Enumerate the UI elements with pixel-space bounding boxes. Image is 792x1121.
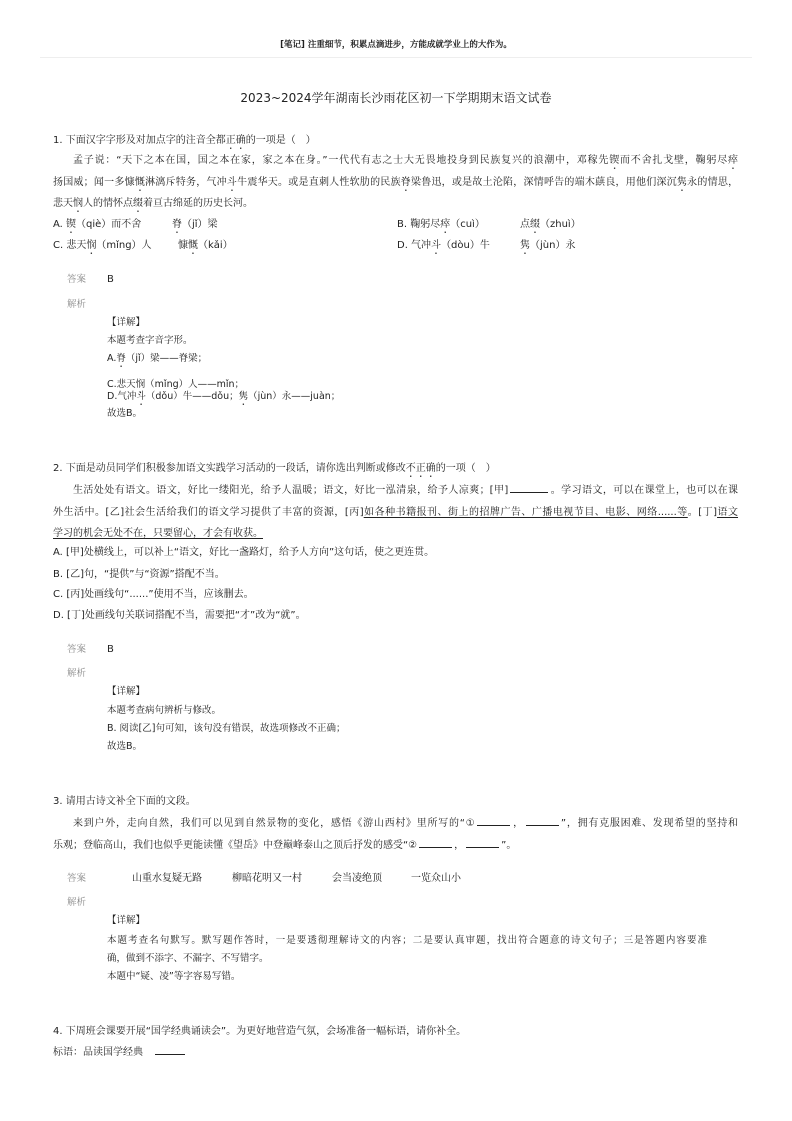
- text-run: B. 鞠躬尽: [397, 219, 441, 230]
- text-run: 外生活中。[乙]社会生活给我们的语文学习提供了丰富的资源，[丙]: [53, 507, 364, 518]
- answer-blank: [466, 847, 499, 848]
- emphasized-char: 脊: [116, 353, 126, 364]
- page-title: 2023~2024学年湖南长沙雨花区初一下学期期末语文试卷: [240, 91, 552, 105]
- answer-blank: [510, 492, 548, 493]
- q1-paragraph-line: [73, 155, 738, 172]
- emphasized-text: 不正确: [405, 463, 436, 474]
- q2-option-c: C. [丙]处画线句“......”使用不当，应该删去。: [53, 589, 254, 600]
- text-run: （cuì）: [450, 219, 485, 230]
- text-run: （dòu）牛: [441, 240, 490, 251]
- emphasized-char: 慨: [134, 177, 146, 188]
- q4-stem: 4. 下周班会课要开展“国学经典诵读会”。为更好地营造气氛，会场准备一幅标语，请你补全。: [53, 1026, 467, 1037]
- q4-slogan-line: [53, 1047, 187, 1059]
- q1-stem: [53, 135, 316, 152]
- emphasized-char: 锲: [66, 219, 77, 230]
- text-run: （kǎi）: [198, 240, 233, 251]
- underlined-text: 学习的机会无处不在，只要留心，才会有收获。: [53, 528, 263, 539]
- text-run: 而不舍扎戈壁，鞠躬尽: [620, 155, 729, 166]
- emphasized-char: 瘁: [440, 219, 451, 230]
- q3-stem: 3. 请用古诗文补全下面的文段。: [53, 796, 196, 807]
- text-run: 孟子说：“天下之本在国，国之本在家，家之本在身。”一代代有志之士大无畏地投身到民族复兴的浪潮中，邓稼先: [73, 155, 610, 166]
- q2-paragraph-line: [73, 485, 738, 497]
- text-run: 点: [520, 219, 530, 230]
- text-run: 2. 下面是动员同学们积极参加语文实践学习活动的一段话，请你选出判断或修改: [53, 463, 406, 474]
- detail-line: 本题考查字音字形。: [107, 335, 193, 346]
- answer-value: 一览众山小: [411, 873, 461, 884]
- detail-line: 故选B。: [107, 408, 143, 419]
- underlined-text: 语文: [717, 507, 739, 518]
- detail-heading: 【详解】: [107, 317, 146, 328]
- q2-stem: [53, 463, 496, 480]
- emphasized-char: 慨: [188, 240, 198, 251]
- emphasized-char: 瘁: [728, 155, 739, 166]
- text-run: （jùn）永: [530, 240, 576, 251]
- detail-line: 本题考查病句辨析与修改。: [107, 705, 222, 716]
- emphasized-char: 悯: [86, 240, 97, 251]
- emphasized-char: 斗: [226, 177, 238, 188]
- answer-value: 会当凌绝顶: [332, 873, 382, 884]
- emphasized-char: 脊: [172, 219, 182, 230]
- text-run: （jǐ）梁: [182, 219, 218, 230]
- detail-line: 故选B。: [107, 741, 143, 752]
- detail-heading: 【详解】: [107, 686, 146, 697]
- text-run: C.悲天: [107, 379, 136, 390]
- analysis-label: 解析: [67, 897, 87, 908]
- text-run: ”。: [501, 840, 517, 851]
- text-run: 的一项是（ ）: [245, 135, 316, 146]
- emphasized-text: 正确: [225, 135, 246, 146]
- answer-label: 答案: [67, 873, 87, 884]
- emphasized-char: 斗: [431, 240, 442, 251]
- text-run: ”，拥有克服困难、发现希望的坚持和: [560, 818, 739, 829]
- emphasized-char: 脊: [400, 177, 411, 188]
- q1-option-d-term-1: [397, 240, 490, 257]
- underlined-text: 如各种书籍报刊、街上的招牌广告、广播电视节目、电影、网络......等: [363, 507, 688, 518]
- q2-paragraph-line: [53, 528, 263, 540]
- emphasized-char: 悯: [73, 198, 83, 209]
- text-run: 人的情怀点: [83, 198, 133, 209]
- answer-value: 山重水复疑无路: [132, 873, 202, 884]
- emphasized-char: 悯: [135, 379, 146, 390]
- text-run: （mǐng）人——mǐn；: [145, 379, 245, 390]
- text-run: D.气冲: [107, 391, 137, 402]
- q1-option-b-term-2: [520, 219, 581, 236]
- q1-option-c-term-2: [178, 240, 233, 257]
- analysis-label: 解析: [67, 668, 87, 679]
- text-run: 1. 下面汉字字形及对加点字的注音全都: [53, 135, 226, 146]
- answer-value: 柳暗花明又一村: [232, 873, 302, 884]
- text-run: 来到户外，走向自然，我们可以见到自然景物的变化，感悟《游山西村》里所写的“①: [73, 818, 476, 829]
- emphasized-char: 隽: [238, 391, 249, 402]
- q3-paragraph-line: [53, 840, 516, 852]
- q1-option-a-term-1: [53, 219, 141, 236]
- text-run: （jǐ）梁——脊梁；: [125, 353, 208, 364]
- text-run: （mǐng）人: [96, 240, 152, 251]
- q3-paragraph-line: [73, 818, 738, 830]
- text-run: （jùn）永——juàn；: [248, 391, 341, 402]
- text-run: 着亘古绵延的历史长河。: [143, 198, 253, 209]
- text-run: 淋漓斥特务，气冲: [145, 177, 227, 188]
- q1-option-a-term-2: [172, 219, 218, 236]
- q1-option-b-term-1: [397, 219, 485, 236]
- analysis-label: 解析: [67, 299, 87, 310]
- text-run: ，: [512, 818, 524, 829]
- q1-paragraph-line: [53, 198, 253, 215]
- text-run: D. 气冲: [397, 240, 432, 251]
- answer-blank: [526, 825, 559, 826]
- detail-line: [107, 391, 340, 408]
- q1-option-d-term-2: [520, 240, 575, 257]
- text-run: A.: [53, 219, 67, 230]
- text-run: 。[丁]: [687, 507, 718, 518]
- emphasized-char: 斗: [136, 391, 146, 402]
- q2-paragraph-line: [53, 507, 738, 519]
- text-run: 乐观；登临高山，我们也似乎更能读懂《望岳》中登巅峰泰山之顶后抒发的感受“②: [53, 840, 418, 851]
- detail-heading: 【详解】: [107, 915, 146, 926]
- header-note: [笔记] 注重细节，积累点滴进步，方能成就学业上的大作为。: [280, 40, 512, 50]
- text-run: （dǒu）牛——dǒu；: [145, 391, 239, 402]
- text-run: （zhuì）: [540, 219, 581, 230]
- q2-option-d: D. [丁]处画线句关联词搭配不当，需要把“才”改为“就”。: [53, 610, 306, 621]
- answer-blank: [155, 1054, 185, 1055]
- answer-label: 答案: [67, 274, 87, 285]
- emphasized-char: 隽: [676, 177, 688, 188]
- detail-line: 本题中“疑、凌”等字容易写错。: [107, 971, 241, 982]
- q2-option-a: A. [甲]处横线上，可以补上“语文，好比一盏路灯，给予人方向”这句话，使之更连贯。: [53, 547, 435, 558]
- text-run: 的一项（ ）: [435, 463, 496, 474]
- text-run: 牛震华天。或是直刺人性软肋的民族: [237, 177, 401, 188]
- text-run: 悲天: [53, 198, 73, 209]
- answer-value: B: [107, 644, 114, 655]
- q1-option-c-term-1: [53, 240, 152, 257]
- text-run: 梁鲁迅，或是故土沦陷，深情呼告的端木蕻良，用他们深沉: [411, 177, 677, 188]
- detail-line: B. 阅读[乙]句可知，该句没有错误，故选项修改不正确；: [107, 723, 346, 734]
- detail-line: 本题考查名句默写。默写题作答时，一是要透彻理解诗文的内容；二是要认真审题，找出符合题意的诗文句子；三是答题内容要准: [107, 935, 707, 946]
- answer-value: B: [107, 274, 114, 285]
- answer-label: 答案: [67, 644, 87, 655]
- emphasized-char: 隽: [520, 240, 530, 251]
- q2-option-b: B. [乙]句，“提供”与“资源”搭配不当。: [53, 569, 225, 580]
- answer-blank: [419, 847, 452, 848]
- text-run: C. 悲天: [53, 240, 87, 251]
- detail-line: [107, 353, 207, 370]
- emphasized-char: 锲: [609, 155, 620, 166]
- header-rule: [40, 57, 752, 58]
- text-run: 扬国威；闻一多慷: [53, 177, 135, 188]
- text-run: A.: [107, 353, 117, 364]
- text-run: 标语：品读国学经典: [53, 1047, 143, 1058]
- text-run: ，: [454, 840, 465, 851]
- text-run: 永的情思，: [687, 177, 739, 188]
- text-run: 。学习语文，可以在课堂上，也可以在课: [550, 485, 738, 496]
- text-run: （qiè）而不舍: [76, 219, 142, 230]
- emphasized-char: 缀: [530, 219, 540, 230]
- emphasized-char: 缀: [133, 198, 143, 209]
- answer-blank: [477, 825, 510, 826]
- text-run: 生活处处有语文。语文，好比一缕阳光，给予人温暖；语文，好比一泓清泉，给予人凉爽；[甲]: [73, 485, 509, 496]
- q1-paragraph-line: [53, 177, 738, 194]
- text-run: 慷: [178, 240, 188, 251]
- detail-line: 确，做到不添字、不漏字、不写错字。: [107, 953, 269, 964]
